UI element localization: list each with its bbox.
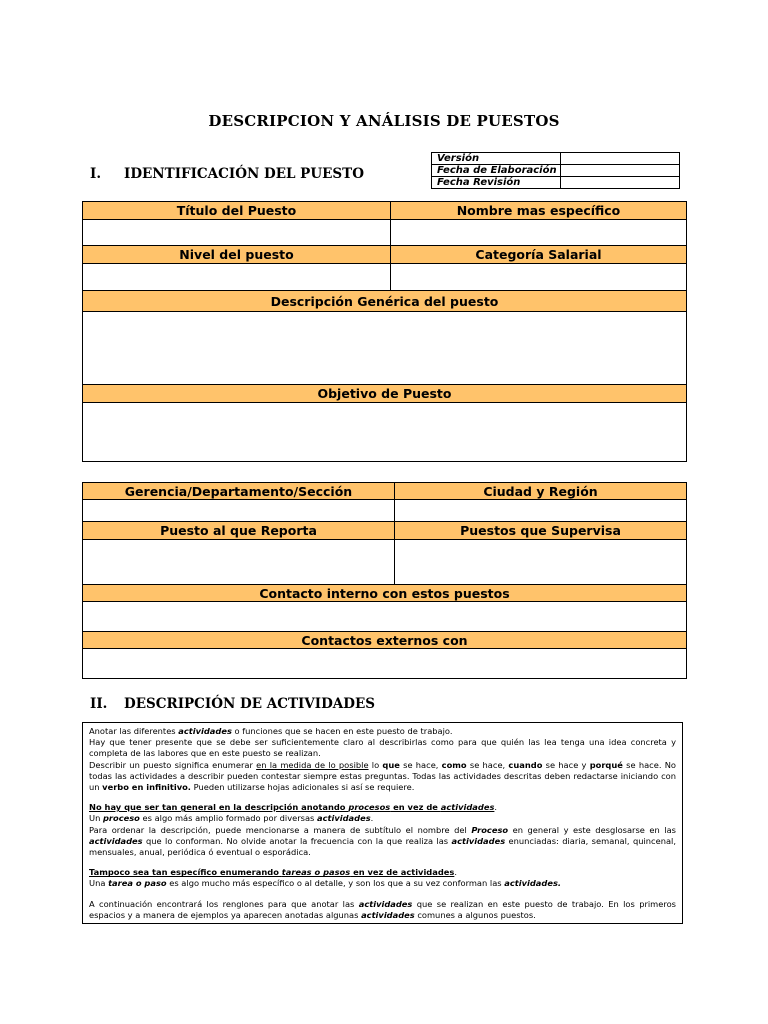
gerencia-cell[interactable] bbox=[83, 500, 395, 522]
descripcion-generica-cell[interactable] bbox=[83, 312, 687, 385]
text: Anotar las diferentes bbox=[89, 726, 179, 736]
text: se hace, bbox=[466, 759, 509, 770]
instruction-paragraph bbox=[89, 867, 676, 878]
instruction-paragraph bbox=[89, 813, 676, 824]
text: Describir un puesto significa enumerar bbox=[89, 759, 257, 770]
bold-text: cuando bbox=[508, 759, 543, 770]
nivel-puesto-cell[interactable] bbox=[83, 264, 391, 291]
section-heading-identificacion bbox=[90, 166, 364, 182]
section-title: IDENTIFICACIÓN DEL PUESTO bbox=[124, 166, 364, 182]
emphasis: Proceso bbox=[471, 824, 509, 835]
bold-text: porqué bbox=[589, 759, 623, 770]
text: en general y este desglosarse en las bbox=[508, 824, 676, 835]
nombre-especifico-header: Nombre mas específico bbox=[391, 202, 687, 220]
section-heading-actividades bbox=[90, 696, 375, 712]
text: en vez de actividades bbox=[350, 867, 455, 878]
contactos-externos-cell[interactable] bbox=[83, 649, 687, 679]
emphasis: actividades. bbox=[504, 878, 562, 889]
text: se hace. No todas las actividades a describir pueden contestar siempre estas preguntas. Todas las actividades descritas deben redactarse iniciando con un bbox=[89, 759, 676, 793]
bold-text: verbo en infinitivo. bbox=[102, 782, 191, 793]
emphasis: actividades bbox=[317, 813, 371, 824]
text: que se realizan en este puesto de trabajo. En los primeros espacios y a manera de ejemplos ya aparecen anotadas algunas bbox=[89, 898, 676, 920]
text: en vez de bbox=[390, 802, 441, 813]
emphasis: actividades bbox=[451, 835, 506, 846]
nombre-especifico-cell[interactable] bbox=[391, 220, 687, 246]
text: . bbox=[370, 813, 374, 824]
emphasis: actividades bbox=[361, 909, 415, 920]
categoria-salarial-cell[interactable] bbox=[391, 264, 687, 291]
contactos-externos-header: Contactos externos con bbox=[83, 632, 687, 649]
fecha-revision-label: Fecha Revisión bbox=[432, 177, 561, 189]
section-number: II. bbox=[90, 696, 108, 712]
text: comunes a algunos puestos. bbox=[414, 909, 536, 920]
objetivo-header: Objetivo de Puesto bbox=[83, 385, 687, 403]
instruction-paragraph bbox=[89, 899, 676, 921]
text: o funciones que se hacen en este puesto de trabajo. bbox=[231, 726, 453, 736]
categoria-salarial-header: Categoría Salarial bbox=[391, 246, 687, 264]
titulo-puesto-header: Título del Puesto bbox=[83, 202, 391, 220]
puesto-reporta-header: Puesto al que Reporta bbox=[83, 522, 395, 540]
version-label: Versión bbox=[432, 153, 561, 165]
instruction-paragraph: Hay que tener presente que se debe ser suficientemente claro al describirlas como para que quién las lea tenga una idea concreta y completa de las labores que en este puesto se realizan. bbox=[89, 737, 676, 759]
text: se hace y bbox=[542, 759, 590, 770]
text: Un bbox=[89, 813, 103, 824]
text: que lo conforman. No olvide anotar la frecuencia con la que realiza las bbox=[142, 835, 452, 846]
text: A continuación encontrará los renglones para que anotar las bbox=[89, 898, 359, 909]
objetivo-cell[interactable] bbox=[83, 403, 687, 462]
ciudad-region-cell[interactable] bbox=[395, 500, 687, 522]
text: Una bbox=[89, 878, 109, 889]
contacto-interno-header: Contacto interno con estos puestos bbox=[83, 585, 687, 602]
emphasis: procesos bbox=[348, 802, 391, 813]
text: No hay que ser tan general en la descripción anotando bbox=[89, 802, 349, 813]
text: . bbox=[454, 867, 457, 878]
emphasis: proceso bbox=[102, 813, 140, 824]
emphasis: actividades bbox=[89, 835, 143, 846]
section-title: DESCRIPCIÓN DE ACTIVIDADES bbox=[124, 696, 376, 712]
emphasis: tarea o paso bbox=[108, 878, 167, 889]
version-value[interactable] bbox=[561, 153, 680, 165]
titulo-puesto-cell[interactable] bbox=[83, 220, 391, 246]
underlined-text: en la medida de lo posible bbox=[256, 759, 369, 770]
fecha-elaboracion-label: Fecha de Elaboración bbox=[432, 165, 561, 177]
ciudad-region-header: Ciudad y Región bbox=[395, 483, 687, 500]
text: es algo más amplio formado por diversas bbox=[139, 813, 318, 824]
instructions-box bbox=[82, 722, 683, 924]
text: lo bbox=[368, 759, 383, 770]
document-title: DESCRIPCION Y ANÁLISIS DE PUESTOS bbox=[208, 112, 560, 130]
emphasis: actividades bbox=[358, 898, 413, 909]
identification-table bbox=[82, 201, 687, 462]
instruction-paragraph bbox=[89, 760, 676, 794]
text: es algo mucho más específico o al detalle, y son los que a su vez conforman las bbox=[166, 878, 505, 889]
puesto-reporta-cell[interactable] bbox=[83, 540, 395, 585]
bold-text: que bbox=[382, 759, 400, 770]
version-table bbox=[431, 152, 680, 189]
gerencia-header: Gerencia/Departamento/Sección bbox=[83, 483, 395, 500]
nivel-puesto-header: Nivel del puesto bbox=[83, 246, 391, 264]
fecha-revision-value[interactable] bbox=[561, 177, 680, 189]
emphasis: actividades bbox=[178, 726, 232, 736]
emphasis: tareas o pasos bbox=[281, 867, 351, 878]
text: Tampoco sea tan específico enumerando bbox=[89, 867, 282, 878]
emphasis: actividades bbox=[440, 802, 495, 813]
instruction-paragraph bbox=[89, 878, 676, 889]
puestos-supervisa-header: Puestos que Supervisa bbox=[395, 522, 687, 540]
instruction-paragraph bbox=[89, 825, 676, 859]
text: . bbox=[494, 802, 498, 813]
contacto-interno-cell[interactable] bbox=[83, 602, 687, 632]
organization-table bbox=[82, 482, 687, 679]
text: Para ordenar la descripción, puede mencionarse a manera de subtítulo el nombre del bbox=[89, 824, 472, 835]
fecha-elaboracion-value[interactable] bbox=[561, 165, 680, 177]
section-number: I. bbox=[90, 166, 102, 182]
text: Pueden utilizarse hojas adicionales si así se requiere. bbox=[190, 782, 415, 793]
text: enunciadas: diaria, semanal, quincenal, mensuales, anual, periódica ó eventual o esporádica. bbox=[89, 835, 676, 858]
instruction-paragraph bbox=[89, 802, 676, 813]
instruction-paragraph bbox=[89, 726, 676, 737]
descripcion-generica-header: Descripción Genérica del puesto bbox=[83, 291, 687, 312]
bold-text: como bbox=[441, 759, 467, 770]
text: se hace, bbox=[399, 759, 442, 770]
puestos-supervisa-cell[interactable] bbox=[395, 540, 687, 585]
